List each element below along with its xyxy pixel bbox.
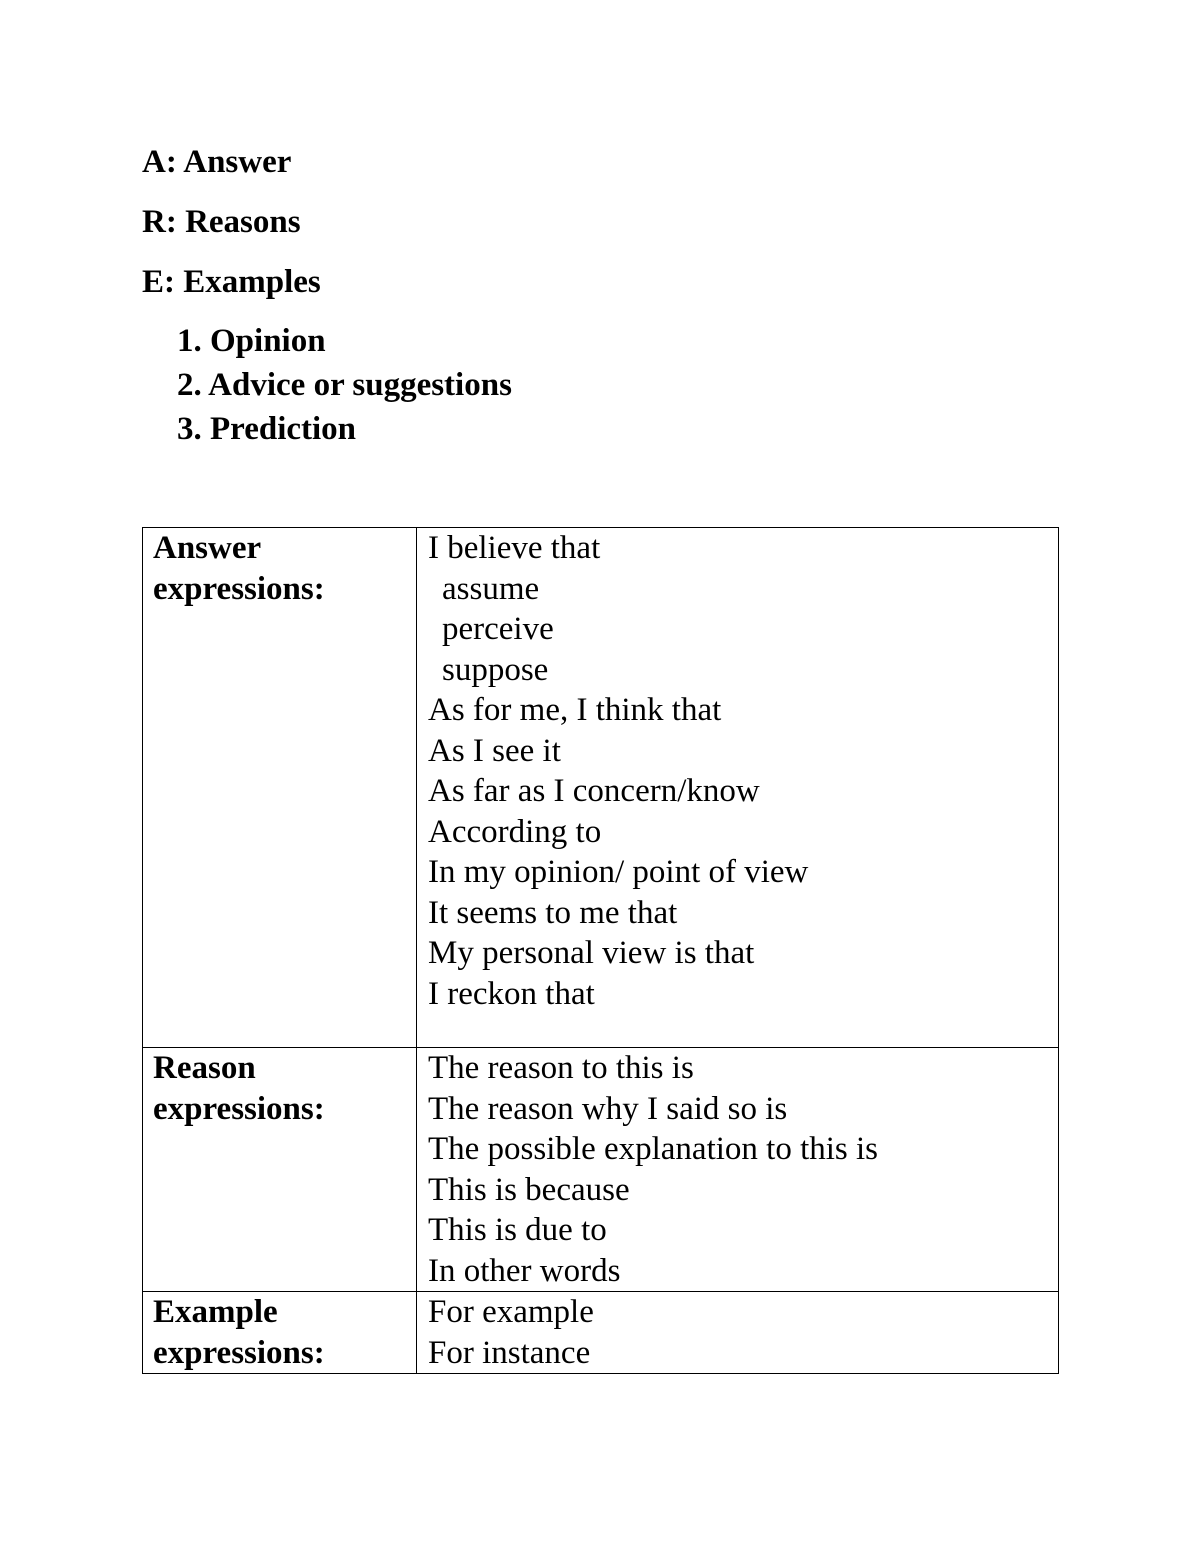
expression-line: According to <box>428 813 602 850</box>
expression-line: I reckon that <box>428 975 595 1012</box>
content-cell-reason <box>417 1048 1059 1292</box>
list-item-advice: 2. Advice or suggestions <box>177 367 512 403</box>
expression-line: suppose <box>442 651 549 688</box>
row-label-line: Reason <box>153 1050 256 1086</box>
heading-reasons: R: Reasons <box>142 204 301 240</box>
expression-line: In my opinion/ point of view <box>428 854 809 890</box>
table-row-example <box>143 1292 1059 1374</box>
expression-line: The possible explanation to this is <box>428 1131 879 1167</box>
expression-line: For example <box>428 1294 594 1330</box>
expression-line: As for me, I think that <box>428 692 722 728</box>
expression-line: The reason to this is <box>428 1050 694 1086</box>
content-cell-example <box>417 1292 1059 1374</box>
expression-line: My personal view is that <box>428 935 755 971</box>
label-cell-reason <box>143 1048 417 1292</box>
row-label-line: expressions: <box>153 1090 325 1127</box>
heading-answer: A: Answer <box>142 144 292 180</box>
label-cell-example <box>143 1292 417 1374</box>
table-row-reason <box>143 1048 1059 1292</box>
expressions-table <box>142 527 1059 1374</box>
expression-line: As I see it <box>428 732 561 769</box>
expression-line: perceive <box>442 611 554 647</box>
expression-line: It seems to me that <box>428 894 678 931</box>
row-label-line: Answer <box>153 530 262 566</box>
expression-line: As far as I concern/know <box>428 773 760 809</box>
list-item-prediction: 3. Prediction <box>177 411 357 447</box>
row-label-line: expressions: <box>153 1334 325 1371</box>
expression-line: The reason why I said so is <box>428 1090 788 1127</box>
table-row-answer <box>143 528 1059 1048</box>
row-label-line: Example <box>153 1294 278 1330</box>
row-label-line: expressions: <box>153 570 325 607</box>
label-cell-answer <box>143 528 417 1048</box>
content-cell-answer <box>417 528 1059 1048</box>
expression-line: I believe that <box>428 530 601 566</box>
expression-line: In other words <box>428 1252 621 1289</box>
list-item-opinion: 1. Opinion <box>177 323 326 359</box>
expression-line: For instance <box>428 1334 591 1371</box>
expression-line: This is due to <box>428 1212 607 1248</box>
heading-examples: E: Examples <box>142 264 321 300</box>
expression-line: This is because <box>428 1171 630 1208</box>
expression-line: assume <box>442 570 540 607</box>
